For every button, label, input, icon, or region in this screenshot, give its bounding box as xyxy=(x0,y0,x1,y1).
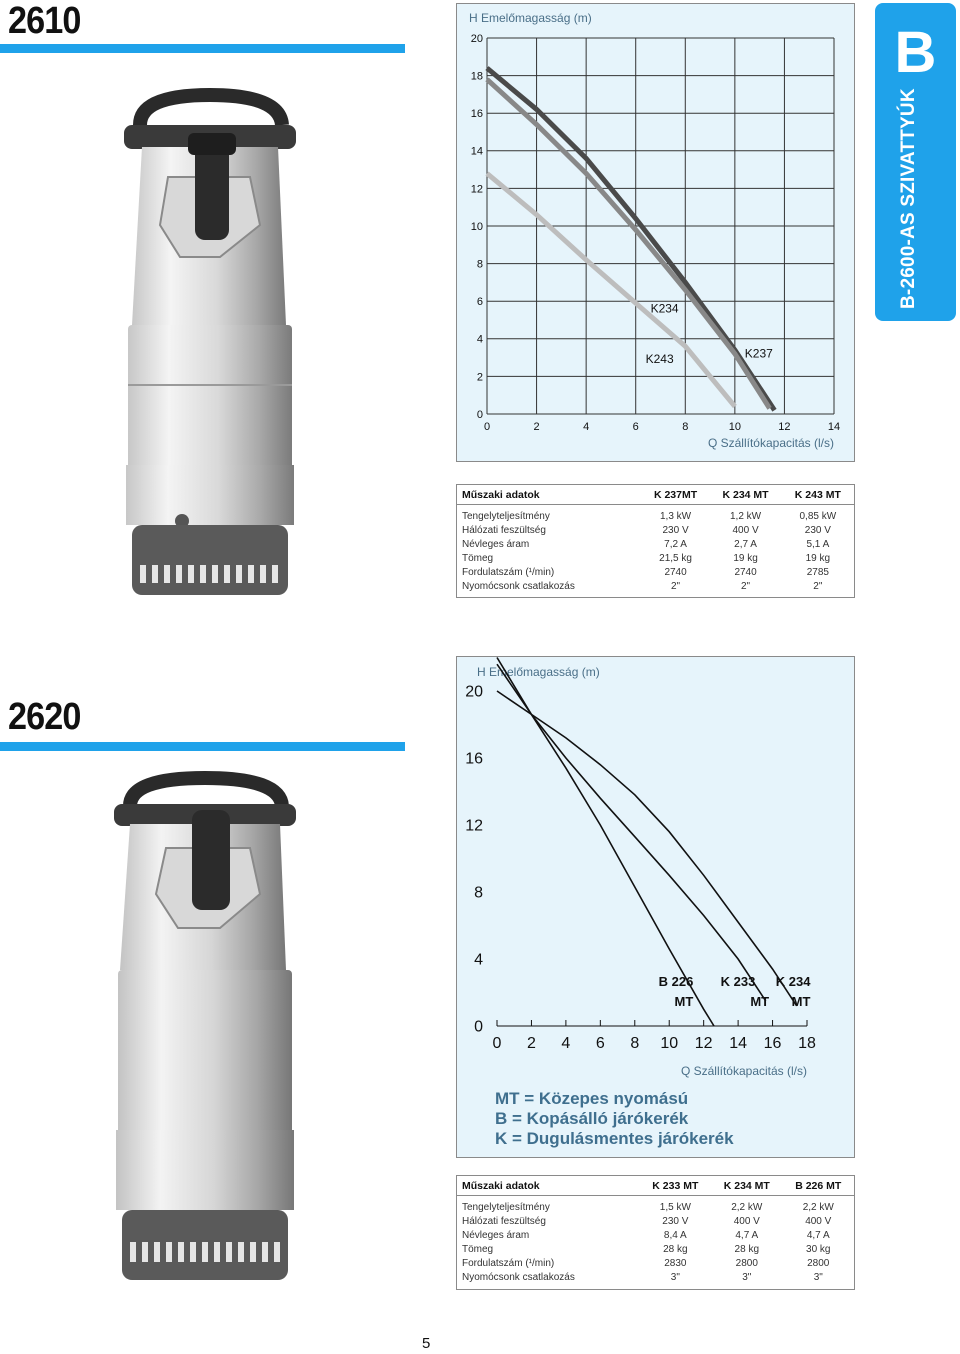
chart-2610-svg xyxy=(457,4,854,461)
spec-value: 2800 xyxy=(807,1258,830,1269)
spec1-header-1: K 237MT xyxy=(642,485,710,505)
spec-label: Nyomócsonk csatlakozás xyxy=(462,1272,575,1283)
chart-2620 xyxy=(456,656,855,1158)
spec2-header-3: B 226 MT xyxy=(783,1176,854,1196)
legend-mt: MT = Közepes nyomású xyxy=(495,1089,689,1108)
y-tick-label: 12 xyxy=(470,183,483,196)
chart-2620-svg xyxy=(457,657,854,1157)
x-tick-label: 4 xyxy=(583,421,590,433)
spec-label: Tömeg xyxy=(462,553,494,564)
spec-value: 2,2 kW xyxy=(731,1202,763,1213)
spec-value: 2800 xyxy=(735,1258,758,1269)
spec-label: Hálózati feszültség xyxy=(462,1216,546,1227)
spec2-header-0: Műszaki adatok xyxy=(457,1176,640,1196)
y-axis-title: H Emelőmagasság (m) xyxy=(477,665,600,679)
x-tick-label: 14 xyxy=(729,1035,748,1052)
spec-value: 5,1 A xyxy=(806,539,830,550)
curve-label: K234 xyxy=(650,301,679,316)
spec1-header-3: K 243 MT xyxy=(782,485,854,505)
spec-value: 8,4 A xyxy=(663,1230,687,1241)
y-tick-label: 16 xyxy=(465,750,483,768)
title-underline-2620 xyxy=(0,742,405,751)
title-underline-2610 xyxy=(0,44,405,53)
x-tick-label: 8 xyxy=(630,1035,640,1052)
x-tick-label: 8 xyxy=(682,421,689,433)
y-tick-label: 2 xyxy=(476,371,483,384)
spec1-header-0: Műszaki adatok xyxy=(457,485,642,505)
series-line-k237 xyxy=(487,79,770,408)
y-tick-label: 14 xyxy=(470,145,483,158)
spec-value: 230 V xyxy=(662,525,689,536)
spec-label: Névleges áram xyxy=(462,539,530,550)
spec-label: Névleges áram xyxy=(462,1230,530,1241)
spec-value: 400 V xyxy=(733,1216,760,1227)
y-tick-label: 8 xyxy=(474,884,483,902)
spec2-header-1: K 233 MT xyxy=(640,1176,711,1196)
x-axis-title: Q Szállítókapacitás (l/s) xyxy=(707,436,834,450)
x-tick-label: 4 xyxy=(561,1035,571,1052)
table-row xyxy=(457,1196,854,1216)
spec-value: 19 kg xyxy=(805,553,831,564)
spec-value: 1,5 kW xyxy=(659,1202,691,1213)
spec-value: 3" xyxy=(813,1272,823,1283)
pump-photo-2610 xyxy=(110,85,310,605)
spec-label: Fordulatszám (¹/min) xyxy=(462,1258,555,1269)
curve-label: K237 xyxy=(744,346,773,361)
page-number: 5 xyxy=(422,1335,431,1352)
y-tick-label: 16 xyxy=(470,108,483,121)
table-row xyxy=(457,1271,854,1285)
chart-2610 xyxy=(456,3,855,462)
y-tick-label: 0 xyxy=(476,408,483,421)
spec-value: 3" xyxy=(742,1272,752,1283)
y-tick-label: 20 xyxy=(470,32,483,45)
spec-value: 2,2 kW xyxy=(802,1202,834,1213)
table-row xyxy=(457,1243,854,1257)
series-line-k-234-mt xyxy=(497,691,797,1006)
table-row xyxy=(457,580,854,594)
spec-value: 400 V xyxy=(732,525,759,536)
table-row xyxy=(457,1257,854,1271)
x-tick-label: 2 xyxy=(526,1035,536,1052)
spec-value: 1,2 kW xyxy=(730,511,762,522)
x-tick-label: 6 xyxy=(595,1035,605,1052)
table-row xyxy=(457,552,854,566)
table-row xyxy=(457,538,854,552)
x-tick-label: 12 xyxy=(778,421,791,433)
table-row xyxy=(457,524,854,538)
x-tick-label: 0 xyxy=(483,421,491,433)
section-title: B-2600-AS SZIVATTYÚK xyxy=(898,88,919,309)
curve-label: MT xyxy=(750,993,770,1009)
spec-value: 4,7 A xyxy=(806,1230,830,1241)
spec-value: 30 kg xyxy=(806,1244,831,1255)
spec-value: 2740 xyxy=(664,567,687,578)
y-tick-label: 0 xyxy=(474,1018,483,1036)
curve-label: K243 xyxy=(645,352,674,367)
y-tick-label: 6 xyxy=(476,296,483,309)
curve-label: K 234 xyxy=(775,973,811,989)
series-line-k-233-mt xyxy=(497,664,766,1001)
legend-k: K = Dugulásmentes járókerék xyxy=(495,1129,734,1148)
y-tick-label: 10 xyxy=(470,220,483,233)
x-tick-label: 10 xyxy=(728,421,741,433)
spec-value: 4,7 A xyxy=(735,1230,759,1241)
x-tick-label: 12 xyxy=(694,1035,713,1052)
spec-value: 2740 xyxy=(734,567,757,578)
spec-value: 7,2 A xyxy=(664,539,687,550)
y-axis-title: H Emelőmagasság (m) xyxy=(469,11,592,25)
spec2-header-2: K 234 MT xyxy=(711,1176,782,1196)
spec-value: 230 V xyxy=(804,525,831,536)
legend-b: B = Kopásálló járókerék xyxy=(495,1109,689,1128)
x-tick-label: 18 xyxy=(798,1035,816,1052)
spec-label: Nyomócsonk csatlakozás xyxy=(462,581,575,592)
y-tick-label: 8 xyxy=(476,258,483,271)
pump-photo-2620 xyxy=(100,770,310,1290)
curve-label: MT xyxy=(791,993,811,1009)
curve-label: K 233 xyxy=(720,973,756,989)
spec-label: Tömeg xyxy=(462,1244,494,1255)
curve-label: B 226 xyxy=(658,973,694,989)
spec-value: 2785 xyxy=(806,567,829,578)
table-row xyxy=(457,505,854,525)
spec1-header-2: K 234 MT xyxy=(709,485,781,505)
x-tick-label: 16 xyxy=(763,1035,782,1052)
spec-value: 3" xyxy=(670,1272,680,1283)
spec-value: 400 V xyxy=(805,1216,832,1227)
spec-value: 2" xyxy=(671,581,681,592)
y-tick-label: 20 xyxy=(465,683,483,701)
y-tick-label: 18 xyxy=(470,70,483,83)
table-row xyxy=(457,1229,854,1243)
model-title-2620: 2620 xyxy=(8,696,81,738)
y-tick-label: 12 xyxy=(465,817,483,835)
spec-value: 2" xyxy=(813,581,823,592)
table-row xyxy=(457,566,854,580)
model-title-2610: 2610 xyxy=(8,0,81,42)
spec-table-2620 xyxy=(456,1175,855,1290)
spec-label: Fordulatszám (¹/min) xyxy=(462,567,555,578)
spec-value: 19 kg xyxy=(733,553,758,564)
spec-value: 28 kg xyxy=(734,1244,760,1255)
spec-value: 2,7 A xyxy=(734,539,757,550)
spec-value: 1,3 kW xyxy=(660,511,692,522)
x-tick-label: 14 xyxy=(827,421,841,433)
spec-label: Tengelyteljesítmény xyxy=(462,1202,550,1213)
spec-value: 2830 xyxy=(664,1258,687,1269)
x-axis-title: Q Szállítókapacitás (l/s) xyxy=(680,1064,807,1078)
x-tick-label: 2 xyxy=(533,421,540,433)
spec-value: 28 kg xyxy=(663,1244,688,1255)
x-tick-label: 6 xyxy=(632,421,639,433)
x-tick-label: 10 xyxy=(660,1035,679,1052)
table-row xyxy=(457,1215,854,1229)
spec-label: Hálózati feszültség xyxy=(462,525,546,536)
spec-value: 0,85 kW xyxy=(799,511,837,522)
curve-label: MT xyxy=(674,993,694,1009)
x-tick-label: 0 xyxy=(492,1035,502,1052)
y-tick-label: 4 xyxy=(476,333,483,346)
spec-label: Tengelyteljesítmény xyxy=(462,511,550,522)
spec-value: 21,5 kg xyxy=(659,553,692,564)
section-letter: B xyxy=(894,20,937,85)
spec-table-2610 xyxy=(456,484,855,598)
spec-value: 230 V xyxy=(662,1216,689,1227)
y-tick-label: 4 xyxy=(474,951,483,969)
spec-value: 2" xyxy=(741,581,751,592)
series-line-k243 xyxy=(487,173,735,406)
